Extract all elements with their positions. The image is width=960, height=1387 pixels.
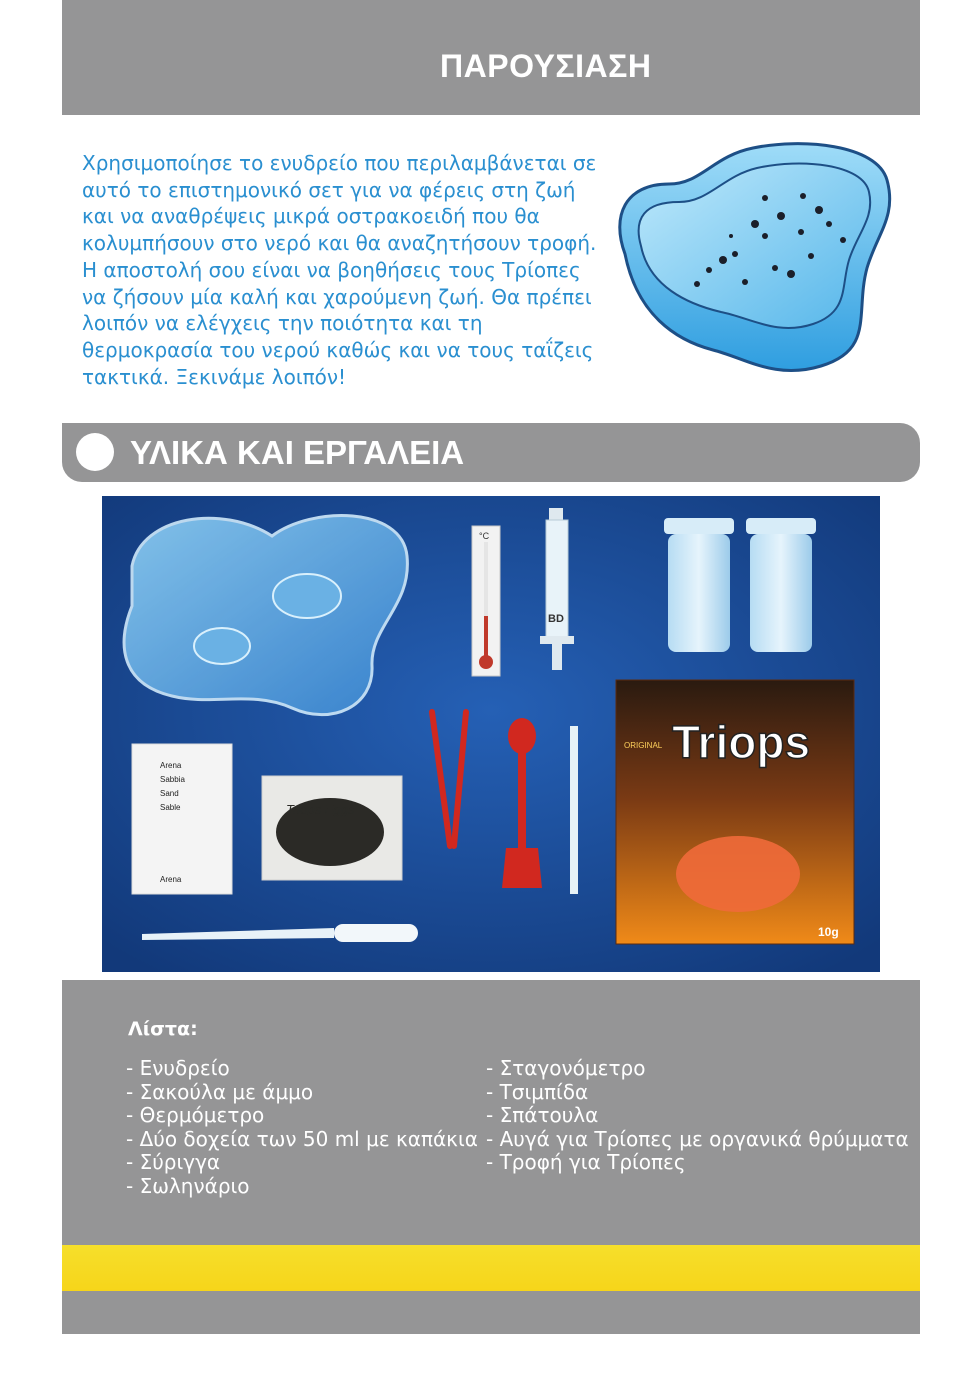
list-item: - Θερμόμετρο [126,1104,478,1128]
packet-brand: Triops [672,716,811,768]
sand-label-1: Arena [160,761,182,770]
section-header [62,423,920,482]
packet-badge: ORIGINAL [624,741,663,750]
footer-bar [62,1291,920,1334]
eggs-label: Triops Eggs [286,802,355,817]
list-item: - Τροφή για Τρίοπες [486,1151,909,1175]
thermometer [472,526,500,676]
sand-label-5: Arena [160,875,182,884]
list-item: - Σακούλα με άμμο [126,1081,478,1105]
aquarium-illustration [605,136,897,386]
materials-list-panel [62,980,920,1245]
list-heading: Λίστα: [128,1018,198,1040]
list-item: - Σωληνάριο [126,1175,478,1199]
materials-list-left [126,1057,478,1198]
bullet-icon [76,433,114,471]
food-packet [616,680,854,944]
eggs-packet [262,776,402,880]
list-item: - Ενυδρείο [126,1057,478,1081]
list-item: - Τσιμπίδα [486,1081,909,1105]
aquarium-tank [124,516,407,715]
list-item: - Σύριγγα [126,1151,478,1175]
sand-bag [132,744,232,894]
syringe-label: BD [548,613,564,625]
list-item: - Σπάτουλα [486,1104,909,1128]
page-title: ΠΑΡΟΥΣΙΑΣΗ [440,48,652,84]
thermometer-unit: °C [479,531,490,541]
tube [570,726,578,894]
container-1 [664,518,734,652]
packet-weight: 10g [818,925,839,939]
list-item: - Αυγά για Τρίοπες με οργανικά θρύμματα [486,1128,909,1152]
sand-label-3: Sand [160,789,179,798]
list-item: - Δύο δοχεία των 50 ml με καπάκια [126,1128,478,1152]
sand-label-4: Sable [160,803,181,812]
intro-paragraph: Χρησιμοποίησε το ενυδρείο που περιλαμβάνεται σε αυτό το επιστημονικό σετ για να φέρεις στη ζωή και να αναθρέψεις μικρά οστρακοειδή που θα κολυμπήσουν στο νερό και θα αναζητήσουν τροφή. Η αποστολή σου είναι να βοηθήσεις τους Τρίοπες να ζήσουν μία καλή και χαρούμενη ζωή. Θα πρέπει λοιπόν να ελέγχεις την ποιότητα και τη θερμοκρασία του νερού καθώς και να τους ταΐζεις τακτικά. Ξεκινάμε λοιπόν! [82,151,597,389]
sand-label-2: Sabbia [160,775,185,784]
list-item: - Σταγονόμετρο [486,1057,909,1081]
materials-list-right [486,1057,909,1175]
yellow-divider [62,1245,920,1291]
materials-photo [102,496,880,972]
header-bar [62,0,920,115]
container-2 [746,518,816,652]
section-title: ΥΛΙΚΑ ΚΑΙ ΕΡΓΑΛΕΙΑ [130,434,465,471]
